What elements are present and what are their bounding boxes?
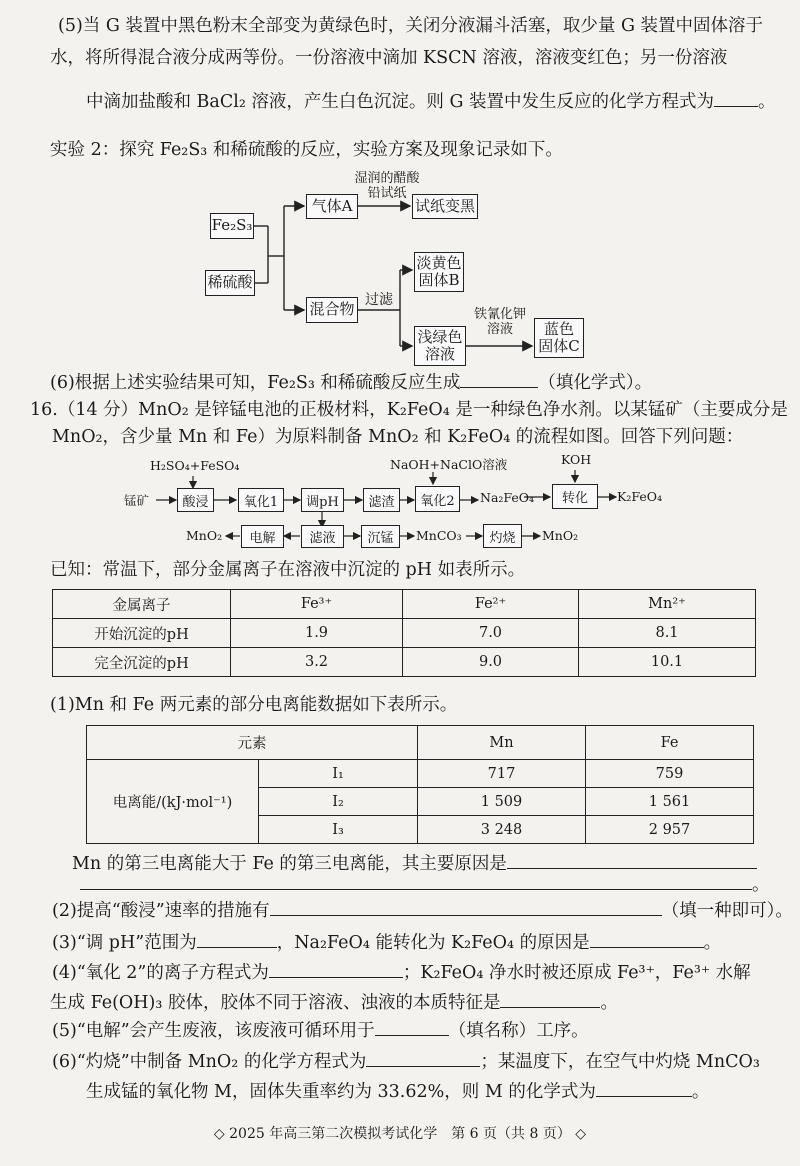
answer-blank[interactable]	[197, 930, 277, 948]
q16-intro-line1: 16.（14 分）MnO₂ 是锌锰电池的正极材料，K₂FeO₄ 是一种绿色净水剂。以某锰矿（主要成分是	[30, 400, 788, 420]
answer-blank[interactable]	[507, 851, 757, 869]
table-row	[87, 726, 754, 760]
table-cell: 10.1	[579, 648, 756, 677]
ph-table	[52, 589, 756, 677]
page-footer	[200, 1123, 600, 1143]
q16-part6: (6)“灼烧”中制备 MnO₂ 的化学方程式为 ；某温度下，在空气中灼烧 MnCO₃	[52, 1049, 760, 1074]
table-cell: I₃	[259, 816, 418, 844]
q16-part6-line2: 生成锰的氧化物 M，固体失重率约为 33.62%，则 M 的化学式为 。	[86, 1079, 709, 1104]
table-header-cell: Mn	[418, 726, 586, 760]
reagent-naoh-label: NaOH+NaClO溶液	[390, 457, 508, 472]
q16-intro-line2: MnO₂，含少量 Mn 和 Fe）为原料制备 MnO₂ 和 K₂FeO₄ 的流程如图。回答下列问题：	[52, 427, 744, 447]
table-cell: 7.0	[403, 619, 579, 648]
mnco3-label: MnCO₃	[416, 528, 462, 543]
table-cell: 9.0	[403, 648, 579, 677]
table-cell: 1 561	[586, 788, 754, 816]
oxidation1-box: 氧化1	[238, 488, 284, 512]
table-row-header: 电离能/(kJ·mol⁻¹)	[87, 760, 259, 844]
lead-paper-label: 湿润的醋酸 铅试纸	[354, 171, 420, 201]
solid-c-box: 蓝色 固体C	[534, 318, 584, 358]
table-row	[53, 648, 756, 677]
diamond-icon: ◇	[575, 1126, 587, 1142]
mn-precip-box: 沉锰	[361, 525, 400, 548]
ionization-energy-table	[86, 725, 754, 844]
known-ph-statement: 已知：常温下，部分金属离子在溶液中沉淀的 pH 如表所示。	[50, 560, 526, 580]
answer-blank[interactable]	[375, 1018, 449, 1036]
mixture-box: 混合物	[306, 297, 358, 323]
leach-box: 酸浸	[177, 488, 214, 512]
convert-box: 转化	[552, 484, 598, 509]
q16-part5: (5)“电解”会产生废液，该废液可循环用于 （填名称）工序。	[52, 1018, 589, 1043]
calcine-box: 灼烧	[483, 524, 522, 548]
table-header-cell: Fe²⁺	[403, 590, 579, 619]
table-header-cell: Fe³⁺	[231, 590, 403, 619]
table-cell: 717	[418, 760, 586, 788]
table-cell: 8.1	[579, 619, 756, 648]
q16-part1-question: Mn 的第三电离能大于 Fe 的第三电离能，其主要原因是	[72, 851, 757, 876]
mno2-right-label: MnO₂	[542, 528, 579, 543]
q16-part3: (3)“调 pH”范围为 ，Na₂FeO₄ 能转化为 K₂FeO₄ 的原因是 。	[52, 930, 721, 955]
oxidation2-box: 氧化2	[415, 486, 460, 512]
dilute-acid-box: 稀硫酸	[205, 270, 255, 296]
footer-text: 2025 年高三第二次模拟考试化学 第 6 页（共 8 页）	[229, 1126, 571, 1142]
q16-part1-blank-line: 。	[80, 872, 770, 897]
electrolysis-box: 电解	[241, 525, 284, 548]
green-solution-box: 浅绿色 溶液	[414, 326, 466, 366]
table-cell: 1.9	[231, 619, 403, 648]
table-cell: I₂	[259, 788, 418, 816]
q15-part6: (6)根据上述实验结果可知，Fe₂S₃ 和稀硫酸反应生成 （填化学式）。	[50, 370, 652, 395]
fe2s3-box: Fe₂S₃	[210, 213, 254, 239]
answer-blank[interactable]	[500, 990, 600, 1008]
na2feo4-label: Na₂FeO₄	[480, 490, 535, 505]
q16-part2: (2)提高“酸浸”速率的措施有 （填一种即可）。	[52, 898, 793, 923]
table-header-cell: 元素	[87, 726, 418, 760]
mno2-left-label: MnO₂	[186, 528, 223, 543]
table-cell: 完全沉淀的pH	[53, 648, 231, 677]
table-cell: I₁	[259, 760, 418, 788]
table-header-cell: 金属离子	[53, 590, 231, 619]
answer-blank[interactable]	[596, 1079, 692, 1097]
table-row	[53, 590, 756, 619]
filtrate-box: 滤液	[301, 525, 344, 548]
table-cell: 1 509	[418, 788, 586, 816]
filter-label: 过滤	[365, 292, 393, 308]
table-cell: 2 957	[586, 816, 754, 844]
paper-black-box: 试纸变黑	[412, 194, 478, 219]
q15-part5-line1: (5)当 G 装置中黑色粉末全部变为黄绿色时，关闭分液漏斗活塞，取少量 G 装置中固体溶于	[58, 16, 763, 36]
answer-blank[interactable]	[366, 1049, 480, 1067]
experiment-2-heading: 实验 2：探究 Fe₂S₃ 和稀硫酸的反应，实验方案及现象记录如下。	[50, 140, 563, 160]
table-cell: 3 248	[418, 816, 586, 844]
adjust-ph-box: 调pH	[301, 488, 344, 512]
flow-arrows	[0, 0, 800, 560]
q16-part1-intro: (1)Mn 和 Fe 两元素的部分电离能数据如下表所示。	[50, 695, 458, 715]
gas-a-box: 气体A	[306, 194, 358, 219]
q15-part5-line2: 水，将所得混合液分成两等份。一份溶液中滴加 KSCN 溶液，溶液变红色；另一份溶液	[50, 48, 728, 68]
ferricyanide-label: 铁氰化钾 溶液	[473, 307, 526, 337]
reagent-acid-label: H₂SO₄+FeSO₄	[150, 458, 240, 473]
table-row	[53, 619, 756, 648]
answer-blank[interactable]	[80, 872, 752, 890]
q16-part4-line2: 生成 Fe(OH)₃ 胶体，胶体不同于溶液、浊液的本质特征是 。	[50, 990, 618, 1015]
residue-box: 滤渣	[363, 488, 400, 512]
table-header-cell: Fe	[586, 726, 754, 760]
q16-part4: (4)“氧化 2”的离子方程式为 ；K₂FeO₄ 净水时被还原成 Fe³⁺，Fe³⁺ 水解	[52, 960, 751, 985]
k2feo4-label: K₂FeO₄	[617, 489, 662, 504]
answer-blank[interactable]	[269, 960, 403, 978]
answer-blank[interactable]	[590, 930, 704, 948]
solid-b-box: 淡黄色 固体B	[414, 252, 464, 292]
answer-blank[interactable]	[270, 898, 662, 916]
table-cell: 3.2	[231, 648, 403, 677]
table-row	[87, 760, 754, 788]
table-cell: 759	[586, 760, 754, 788]
table-cell: 开始沉淀的pH	[53, 619, 231, 648]
reagent-koh-label: KOH	[561, 452, 592, 467]
ore-label: 锰矿	[124, 493, 150, 508]
q15-part5-line3: 中滴加盐酸和 BaCl₂ 溶液，产生白色沉淀。则 G 装置中发生反应的化学方程式为 。	[86, 89, 776, 114]
table-header-cell: Mn²⁺	[579, 590, 756, 619]
diamond-icon: ◇	[213, 1126, 225, 1142]
